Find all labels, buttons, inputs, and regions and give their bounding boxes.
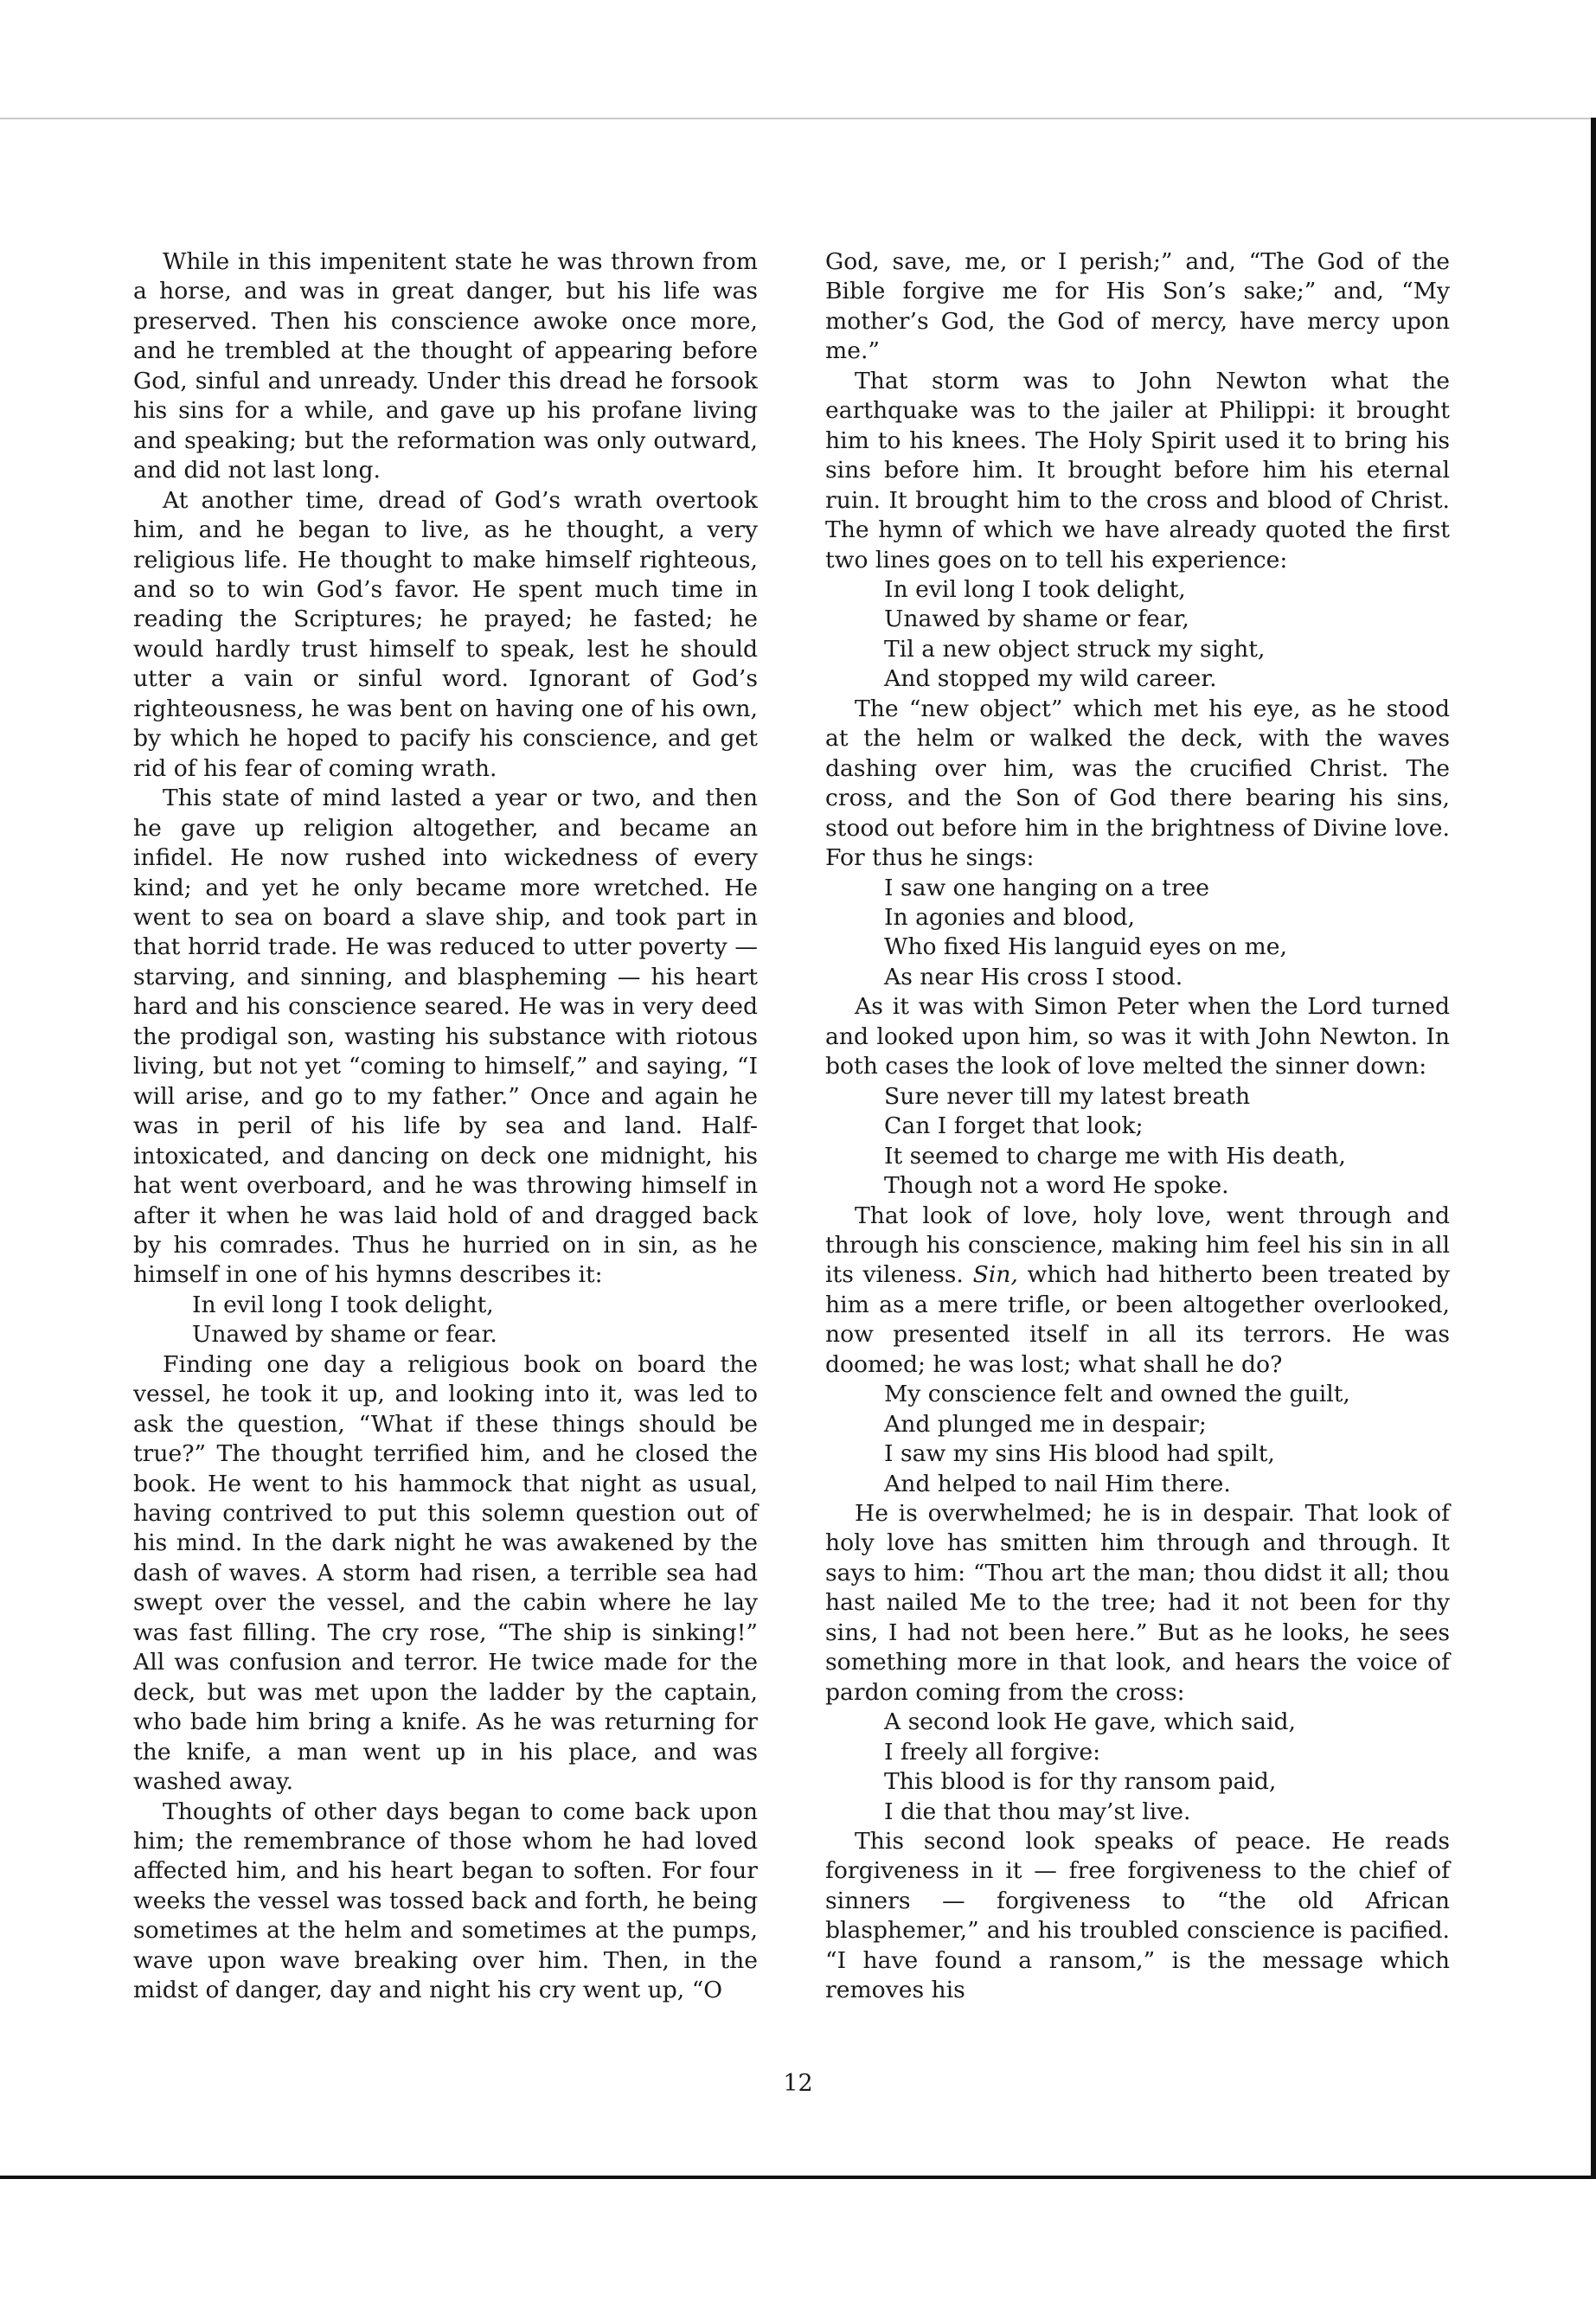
hymn-stanza [825,874,1450,993]
hymn-line: In agonies and blood, [884,903,1135,931]
page-right-edge [1591,118,1596,2178]
paragraph-continued [825,247,1450,367]
hymn-line: My conscience felt and owned the guilt, [884,1381,1350,1408]
paragraph-text: As it was with Simon Peter when the Lord turned and looked upon him, so was it with John Newton. In both cases the look of love melted the sinner down: [825,993,1450,1080]
paragraph-text: At another time, dread of God’s wrath overtook him, and he began to live, as he thought, a very religious life. He thought to make himself righteous, and so to win God’s favor. He spent much time in reading the Scriptures; he prayed; he fasted; he would hardly trust himself to speak, lest he should utter a vain or sinful word. Ignorant of God’s righteousness, he was bent on having one of his own, by which he hoped to pacify his conscience, and get rid of his fear of coming wrath. [133,486,758,782]
hymn-line: In evil long I took delight, [192,1291,494,1318]
emphasis-text: Sin, [972,1261,1018,1289]
paragraph-text: The “new object” which met his eye, as he stood at the helm or walked the deck, with the waves dashing over him, was the crucified Christ. The cross, and the Son of God there bearing his sins, stood out before him in the brightness of Divine love. For thus he sings: [825,695,1450,872]
paragraph [133,247,758,486]
hymn-line: I saw one hanging on a tree [884,874,1210,901]
right-column [825,247,1450,2006]
hymn-line: As near His cross I stood. [884,963,1183,990]
paragraph [825,992,1450,1081]
hymn-stanza [825,1708,1450,1827]
paragraph [133,784,758,1291]
hymn-line: In evil long I took delight, [884,575,1186,603]
hymn-line: I freely all forgive: [884,1738,1101,1766]
paragraph [133,486,758,785]
paragraph [825,695,1450,874]
hymn-line: This blood is for thy ransom paid, [884,1768,1277,1796]
hymn-line: A second look He gave, which said, [884,1708,1296,1736]
paragraph [133,1350,758,1798]
paragraph [825,1202,1450,1381]
hymn-stanza [825,1380,1450,1499]
paragraph-text: This state of mind lasted a year or two, and then he gave up religion altogether, and became an infidel. He now rushed into wickedness of every kind; and yet he only became more wretched. He went to sea on board a slave ship, and took part in that horrid trade. He was reduced to utter poverty — starving, and sinning, and blaspheming — his heart hard and his conscience seared. He was in very deed the prodigal son, wasting his substance with riotous living, but not yet “coming to himself,” and saying, “I will arise, and go to my father.” Once and again he was in peril of his life by sea and land. Half-intoxicated, and dancing on deck one midnight, his hat went overboard, and he was throwing himself in after it when he was laid hold of and dragged back by his comrades. Thus he hurried on in sin, as he himself in one of his hymns describes it: [133,785,758,1289]
paragraph-text: That storm was to John Newton what the earthquake was to the jailer at Philippi: it brought him to his knees. The Holy Spirit used it to bring his sins before him. It brought before him his eternal ruin. It brought him to the cross and blood of Christ. The hymn of which we have already quoted the first two lines goes on to tell his experience: [825,367,1450,574]
hymn-stanza [825,1082,1450,1202]
paragraph-text: He is overwhelmed; he is in despair. That look of holy love has smitten him through and through. It says to him: “Thou art the man; thou didst it all; thou hast nailed Me to the tree; had it not been for thy sins, I had not been here.” But as he looks, he sees something more in that look, and hears the voice of pardon coming from the cross: [825,1500,1450,1706]
paragraph-text: Finding one day a religious book on board the vessel, he took it up, and looking into it, was led to ask the question, “What if these things should be true?” The thought terrified him, and he closed the book. He went to his hammock that night as usual, having contrived to put this solemn question out of his mind. In the dark night he was awakened by the dash of waves. A storm had risen, a terrible sea had swept over the vessel, and the cabin where he lay was fast filling. The cry rose, “The ship is sinking!” All was confusion and terror. He twice made for the deck, but was met upon the ladder by the captain, who bade him bring a knife. As he was returning for the knife, a man went up in his place, and was washed away. [133,1350,758,1796]
page-top-rule [0,118,1596,119]
paragraph-text: That look of love, holy love, went through and through his conscience, making him feel his sin in all its vileness. [825,1202,1450,1289]
hymn-line: Unawed by shame or fear, [884,606,1189,633]
paragraph [825,1827,1450,2006]
hymn-stanza [825,575,1450,695]
paragraph [133,1798,758,2006]
hymn-line: And stopped my wild career. [884,665,1217,693]
hymn-line: Though not a word He spoke. [884,1172,1229,1200]
hymn-line: And helped to nail Him there. [884,1470,1231,1497]
paragraph-text: which had hitherto been treated by him as a mere trifle, or been altogether overlooked, now presented itself in all its terrors. He was doomed; he was lost; what shall he do? [825,1261,1450,1378]
page-number: 12 [783,2070,813,2097]
hymn-line: Sure never till my latest breath [884,1082,1251,1110]
paragraph-text: Thoughts of other days began to come back upon him; the remembrance of those whom he had loved affected him, and his heart began to soften. For four weeks the vessel was tossed back and forth, he being sometimes at the helm and sometimes at the pumps, wave upon wave breaking over him. Then, in the midst of danger, day and night his cry went up, “O [133,1798,758,2004]
hymn-line: Can I forget that look; [884,1112,1144,1140]
hymn-line: Til a new object struck my sight, [884,635,1266,663]
hymn-line: Unawed by shame or fear. [192,1321,497,1349]
paragraph-text: God, save, me, or I perish;” and, “The God of the Bible forgive me for His Son’s sake;” and, “My mother’s God, the God of mercy, have mercy upon me.” [825,248,1450,365]
hymn-line: I saw my sins His blood had spilt, [884,1440,1275,1468]
hymn-line: Who fixed His languid eyes on me, [884,933,1287,961]
paragraph-text: This second look speaks of peace. He reads forgiveness in it — free forgiveness to the chief of sinners — forgiveness to “the old African blasphemer,” and his troubled conscience is pacified. “I have found a ransom,” is the message which removes his [825,1828,1450,2004]
hymn-line: It seemed to charge me with His death, [884,1142,1346,1170]
page-bottom-rule [0,2176,1596,2179]
left-column [133,247,758,2006]
paragraph [825,1499,1450,1708]
hymn-stanza [133,1291,758,1350]
paragraph [825,367,1450,575]
hymn-line: And plunged me in despair; [884,1410,1207,1438]
paragraph-text: While in this impenitent state he was thrown from a horse, and was in great danger, but his life was preserved. Then his conscience awoke once more, and he trembled at the thought of appearing before God, sinful and unready. Under this dread he forsook his sins for a while, and gave up his profane living and speaking; but the reformation was only outward, and did not last long. [133,248,758,484]
hymn-line: I die that thou may’st live. [884,1798,1191,1825]
